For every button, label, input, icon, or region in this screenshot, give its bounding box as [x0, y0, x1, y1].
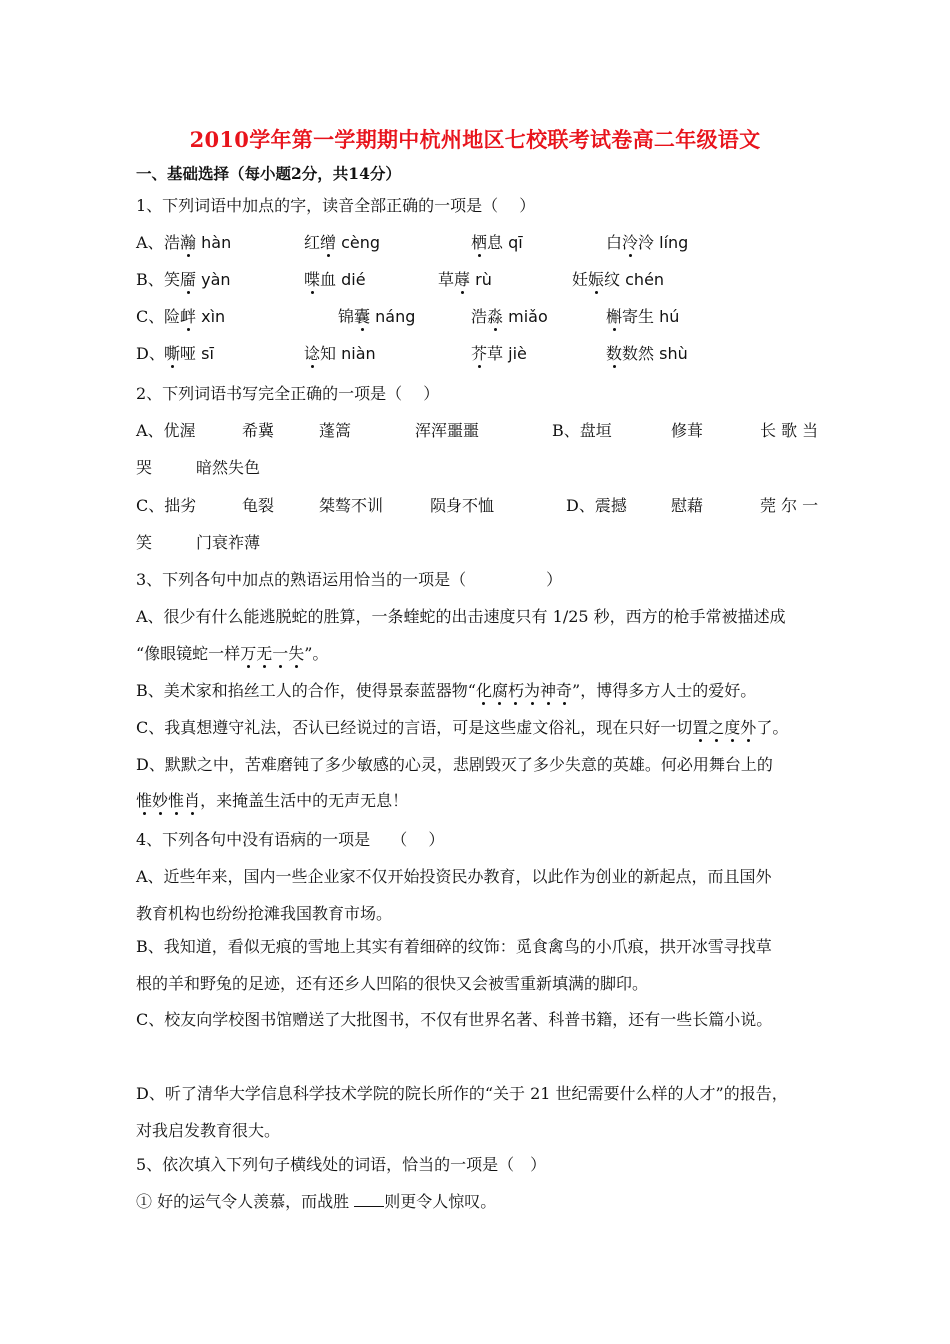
pinyin-item: 笑靥 yàn [164, 270, 231, 289]
dotted-char: 万 [240, 644, 257, 663]
dotted-char: 朽 [507, 681, 524, 700]
pinyin-item: 槲寄生 hú [606, 307, 680, 326]
question-5-sentence-1 [136, 1191, 496, 1213]
question-4-option-a: A、近些年来，国内一些企业家不仅开始投资民办教育，以此作为创业的新起点，而且国外 [136, 867, 772, 886]
sentence-text: ”，博得多方人士的爱好。 [572, 681, 757, 700]
dotted-char: 之 [708, 718, 725, 737]
option-word: 笑 [136, 533, 153, 552]
pinyin-item: 谂知 niàn [304, 344, 376, 363]
question-3-option-b [136, 680, 756, 702]
question-5-stem: 5、依次填入下列句子横线处的词语，恰当的一项是（ ） [136, 1155, 547, 1174]
dotted-char: 谂 [304, 344, 321, 363]
dotted-char: 喋 [304, 270, 321, 289]
question-4-option-b: B、我知道，看似无痕的雪地上其实有着细碎的纹饰：觅食禽鸟的小爪痕，拱开冰雪寻找草 [136, 937, 772, 956]
option-word: 修葺 [671, 421, 704, 440]
sentence-text: ① 好的运气令人羡慕，而战胜 [136, 1192, 350, 1211]
section-heading: 一、基础选择（每小题2分，共14分） [136, 164, 401, 183]
question-3-option-a-cont [136, 643, 328, 665]
sentence-text: “像眼镜蛇一样 [136, 644, 241, 663]
option-word: C、拙劣 [136, 496, 197, 515]
emphasized-idiom [136, 791, 200, 810]
pinyin-reading: niàn [336, 344, 376, 363]
option-label: C、 [136, 307, 165, 326]
dotted-char: 数 [606, 344, 623, 363]
pinyin-reading: qī [503, 233, 523, 252]
option-word: 暗然失色 [196, 458, 261, 477]
question-4-option-d-cont: 对我启发教育很大。 [136, 1121, 281, 1140]
dotted-char: 嘶 [164, 344, 181, 363]
option-word: B、盘垣 [552, 421, 612, 440]
emphasized-idiom [476, 681, 572, 700]
pinyin-item: 白泠泠 líng [606, 233, 689, 252]
emphasized-idiom [240, 644, 304, 663]
dotted-char: 肖 [184, 791, 201, 810]
pinyin-reading: rù [470, 270, 492, 289]
dotted-char: 为 [524, 681, 541, 700]
pinyin-reading: sī [196, 344, 214, 363]
question-4-option-d: D、听了清华大学信息科学技术学院的院长所作的“关于 21 世纪需要什么样的人才”的报告， [136, 1084, 788, 1103]
dotted-char: 芥 [471, 344, 488, 363]
pinyin-item: 数数然 shù [606, 344, 688, 363]
pinyin-item: 锦囊 náng [338, 307, 416, 326]
dotted-char: 神 [540, 681, 557, 700]
pinyin-reading: hú [654, 307, 680, 326]
pinyin-item: 栖息 qī [471, 233, 523, 252]
question-3-option-c [136, 717, 788, 739]
dotted-char: 妙 [152, 791, 169, 810]
pinyin-item: 妊娠纹 chén [572, 270, 665, 289]
dotted-char: 娠 [588, 270, 605, 289]
pinyin-reading: dié [336, 270, 366, 289]
pinyin-reading: náng [370, 307, 416, 326]
dotted-char: 惟 [136, 791, 153, 810]
pinyin-item: 浩淼 miǎo [471, 307, 548, 326]
pinyin-reading: cèng [336, 233, 381, 252]
dotted-char: 泠 [622, 233, 639, 252]
pinyin-item: 红缯 cèng [304, 233, 381, 252]
question-3-option-d: D、默默之中，苦难磨钝了多少敏感的心灵，悲剧毁灭了多少失意的英雄。何必用舞台上的 [136, 755, 773, 774]
dotted-char: 囊 [354, 307, 371, 326]
option-word: 浑浑噩噩 [415, 421, 480, 440]
dotted-char: 一 [272, 644, 289, 663]
sentence-text: 则更令人惊叹。 [384, 1192, 497, 1211]
dotted-char: 蓐 [454, 270, 471, 289]
dotted-char: 化 [475, 681, 492, 700]
option-word: 门衰祚薄 [196, 533, 261, 552]
question-4-option-c: C、校友向学校图书馆赠送了大批图书，不仅有世界名著、科普书籍，还有一些长篇小说。 [136, 1010, 773, 1029]
pinyin-item: 险衅 xìn [164, 307, 226, 326]
option-word: 哭 [136, 458, 153, 477]
dotted-char: 置 [692, 718, 709, 737]
dotted-char: 外 [740, 718, 757, 737]
option-word: 陨身不恤 [430, 496, 495, 515]
pinyin-item: 芥草 jiè [471, 344, 527, 363]
option-word: D、震撼 [566, 496, 627, 515]
dotted-char: 衅 [180, 307, 197, 326]
question-2-stem: 2、下列词语书写完全正确的一项是（ ） [136, 384, 440, 403]
question-3-stem: 3、下列各句中加点的熟语运用恰当的一项是（ ） [136, 570, 563, 589]
option-word: 龟裂 [242, 496, 275, 515]
pinyin-reading: shù [654, 344, 688, 363]
dotted-char: 奇 [556, 681, 573, 700]
pinyin-item: 浩瀚 hàn [164, 233, 232, 252]
dotted-char: 腐 [491, 681, 508, 700]
pinyin-reading: miǎo [503, 307, 548, 326]
question-3-option-d-cont [136, 790, 408, 812]
dotted-char: 槲 [606, 307, 623, 326]
question-1-stem: 1、下列词语中加点的字，读音全部正确的一项是（ ） [136, 196, 536, 215]
dotted-char: 瀚 [180, 233, 197, 252]
dotted-char: 失 [288, 644, 305, 663]
question-4-option-a-cont: 教育机构也纷纷抢滩我国教育市场。 [136, 904, 393, 923]
question-3-option-a: A、很少有什么能逃脱蛇的胜算，一条蝰蛇的出击速度只有 1/25 秒，西方的枪手常被描述成 [136, 607, 786, 626]
pinyin-reading: chén [620, 270, 665, 289]
option-word: A、优渥 [136, 421, 196, 440]
dotted-char: 靥 [180, 270, 197, 289]
sentence-text: C、我真想遵守礼法，否认已经说过的言语，可是这些虚文俗礼，现在只好一切 [136, 718, 693, 737]
pinyin-reading: líng [654, 233, 689, 252]
sentence-text: ”。 [304, 644, 329, 663]
option-label: D、 [136, 344, 165, 363]
pinyin-reading: hàn [196, 233, 232, 252]
fill-in-blank[interactable] [354, 1192, 384, 1207]
sentence-text: 了。 [756, 718, 789, 737]
dotted-char: 栖 [471, 233, 488, 252]
pinyin-reading: jiè [503, 344, 527, 363]
dotted-char: 度 [724, 718, 741, 737]
emphasized-idiom [692, 718, 756, 737]
option-word: 希冀 [242, 421, 275, 440]
dotted-char: 惟 [168, 791, 185, 810]
option-word: 蓬篙 [319, 421, 352, 440]
dotted-char: 无 [256, 644, 273, 663]
sentence-text: ，来掩盖生活中的无声无息！ [200, 791, 409, 810]
pinyin-item: 嘶哑 sī [164, 344, 214, 363]
option-word: 桀骜不训 [319, 496, 384, 515]
option-label: B、 [136, 270, 164, 289]
option-word: 长 歌 当 [760, 421, 819, 440]
sentence-text: B、美术家和掐丝工人的合作，使得景泰蓝器物“ [136, 681, 476, 700]
option-word: 慰藉 [671, 496, 704, 515]
page-title: 2010学年第一学期期中杭州地区七校联考试卷高二年级语文 [189, 127, 761, 152]
pinyin-reading: yàn [196, 270, 231, 289]
question-4-stem: 4、下列各句中没有语病的一项是 （ ） [136, 830, 445, 849]
option-word: 莞 尔 一 [760, 496, 819, 515]
option-label: A、 [136, 233, 164, 252]
question-4-option-b-cont: 根的羊和野兔的足迹，还有还乡人凹陷的很快又会被雪重新填满的脚印。 [136, 974, 649, 993]
pinyin-item: 喋血 dié [304, 270, 366, 289]
pinyin-item: 草蓐 rù [438, 270, 492, 289]
pinyin-reading: xìn [196, 307, 226, 326]
dotted-char: 缯 [320, 233, 337, 252]
dotted-char: 淼 [487, 307, 504, 326]
